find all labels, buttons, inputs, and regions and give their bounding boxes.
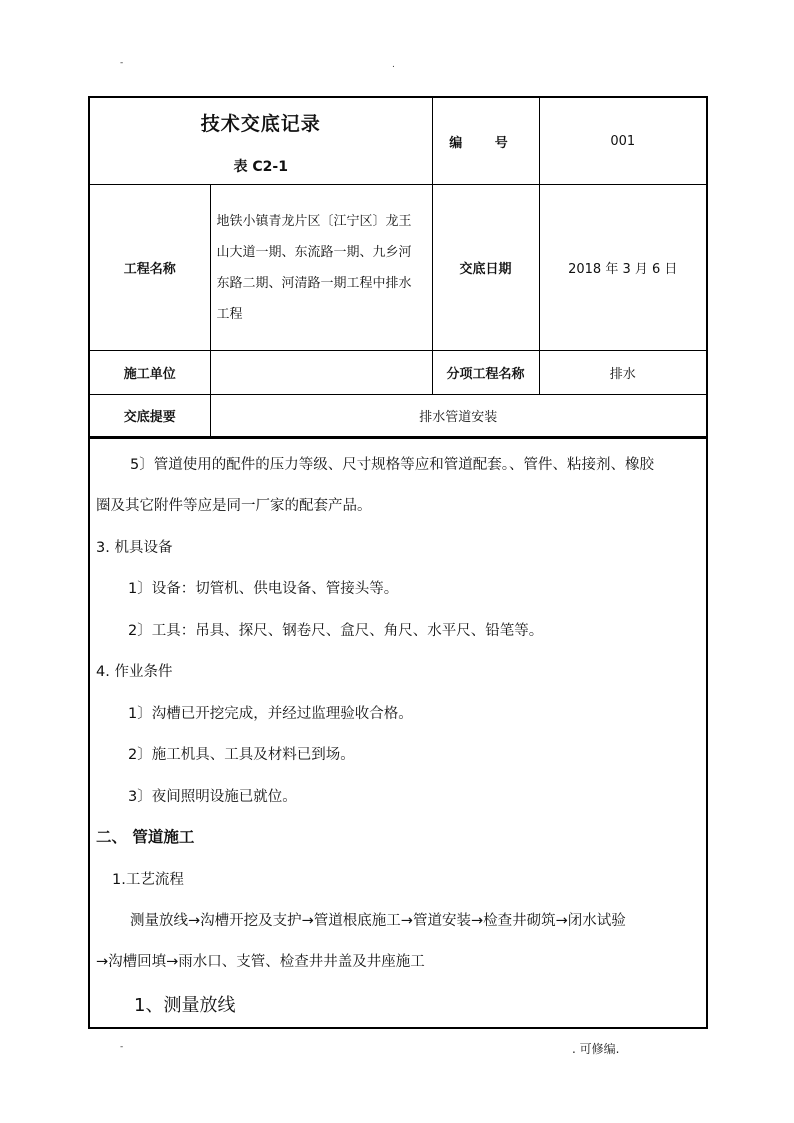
paragraph-5-line-2: 圈及其它附件等应是同一厂家的配套产品。 <box>96 498 372 514</box>
section-4-item-2: 2〕施工机具、工具及材料已到场。 <box>128 747 355 763</box>
info-table <box>90 98 706 437</box>
section-4-item-3: 3〕夜间照明设施已就位。 <box>128 789 297 805</box>
footer-mark-left: - <box>120 1042 124 1052</box>
process-flow-title: 1.工艺流程 <box>112 872 184 888</box>
part-2-title: 二、 管道施工 <box>96 828 195 846</box>
disclosure-date-value[interactable]: 2018 年 3 月 6 日 <box>539 185 706 351</box>
number-value[interactable]: 001 <box>539 98 706 185</box>
header-mark-left: - <box>120 58 124 68</box>
construction-unit-label: 施工单位 <box>90 351 210 395</box>
summary-label: 交底提要 <box>90 395 210 437</box>
summary-value[interactable]: 排水管道安装 <box>210 395 706 437</box>
process-flow-line-2: →沟槽回填→雨水口、支管、检查井井盖及井座施工 <box>96 954 425 970</box>
section-4-item-1: 1〕沟槽已开挖完成，并经过监理验收合格。 <box>128 706 413 722</box>
project-name-line: 山大道一期、东流路一期、九乡河 <box>216 244 412 260</box>
paragraph-5-line-1: 5〕管道使用的配件的压力等级、尺寸规格等应和管道配套。、管件、粘接剂、橡胶 <box>130 457 654 473</box>
measurement-title: 1、测量放线 <box>134 995 236 1016</box>
project-name-line: 地铁小镇青龙片区〔江宁区〕龙王 <box>216 213 412 229</box>
process-flow-line-1: 测量放线→沟槽开挖及支护→管道根底施工→管道安装→检查井砌筑→闭水试验 <box>130 913 626 929</box>
footer-editable-note: . 可修编. <box>572 1042 620 1056</box>
subproject-name-label: 分项工程名称 <box>432 351 539 395</box>
project-name-line: 东路二期、河清路一期工程中排水 <box>216 275 412 291</box>
section-3-item-2: 2〕工具：吊具、探尺、钢卷尺、盒尺、角尺、水平尺、铅笔等。 <box>128 623 544 639</box>
disclosure-content <box>90 437 706 1027</box>
document-title: 技术交底记录 <box>200 112 321 135</box>
project-name-label: 工程名称 <box>90 185 210 351</box>
section-3-item-1: 1〕设备：切管机、供电设备、管接头等。 <box>128 581 399 597</box>
project-name-line: 工程 <box>216 306 243 322</box>
subproject-name-value[interactable]: 排水 <box>539 351 706 395</box>
number-label: 编 号 <box>432 98 539 185</box>
form-number: 表 C2-1 <box>233 158 288 175</box>
project-name-value[interactable] <box>210 185 432 351</box>
construction-unit-value[interactable] <box>210 351 432 395</box>
section-4-title: 4. 作业条件 <box>96 664 173 680</box>
disclosure-date-label: 交底日期 <box>432 185 539 351</box>
title-cell <box>90 98 432 185</box>
section-3-title: 3. 机具设备 <box>96 540 173 556</box>
technical-disclosure-form <box>88 96 708 1029</box>
header-mark-right: . <box>392 60 395 70</box>
